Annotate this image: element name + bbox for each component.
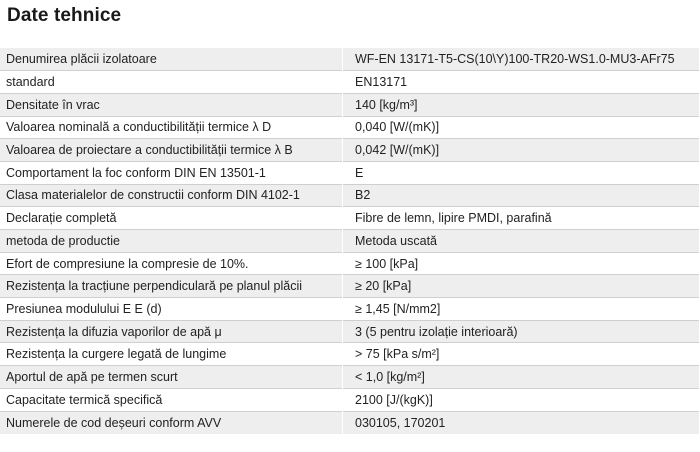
table-row [0,230,699,253]
table-row [0,252,699,275]
table-row [0,48,699,71]
table-row [0,298,699,321]
table-row [0,116,699,139]
table-row [0,71,699,94]
row-value: WF-EN 13171-T5-CS(10\Y)100-TR20-WS1.0-MU3-AFr75 [343,48,700,71]
row-value: EN13171 [343,71,700,94]
row-value: 030105, 170201 [343,411,700,434]
table-row [0,366,699,389]
row-value: ≥ 1,45 [N/mm2] [343,298,700,321]
row-label: Efort de compresiune la compresie de 10%. [0,252,343,275]
row-value: ≥ 100 [kPa] [343,252,700,275]
row-label: Comportament la foc conform DIN EN 13501-1 [0,161,343,184]
row-label: Densitate în vrac [0,93,343,116]
row-label: Denumirea plăcii izolatoare [0,48,343,71]
row-value: 3 (5 pentru izolație interioară) [343,320,700,343]
table-row [0,411,699,434]
row-value: E [343,161,700,184]
table-row [0,343,699,366]
specs-table [0,48,699,434]
row-value: 2100 [J/(kgK)] [343,388,700,411]
row-label: standard [0,71,343,94]
table-row [0,275,699,298]
row-label: Rezistența la curgere legată de lungime [0,343,343,366]
row-label: metoda de productie [0,230,343,253]
row-label: Rezistența la tracțiune perpendiculară pe planul plăcii [0,275,343,298]
row-value: Fibre de lemn, lipire PMDI, parafină [343,207,700,230]
row-value: ≥ 20 [kPa] [343,275,700,298]
row-value: 140 [kg/m³] [343,93,700,116]
row-label: Clasa materialelor de constructii conform DIN 4102-1 [0,184,343,207]
table-row [0,161,699,184]
row-label: Aportul de apă pe termen scurt [0,366,343,389]
row-value: 0,040 [W/(mK)] [343,116,700,139]
table-row [0,139,699,162]
table-row [0,207,699,230]
row-label: Valoarea de proiectare a conductibilității termice λ B [0,139,343,162]
table-row [0,320,699,343]
table-row [0,388,699,411]
row-label: Capacitate termică specifică [0,388,343,411]
row-value: B2 [343,184,700,207]
row-label: Rezistența la difuzia vaporilor de apă μ [0,320,343,343]
row-value: > 75 [kPa s/m²] [343,343,700,366]
table-row [0,93,699,116]
row-value: 0,042 [W/(mK)] [343,139,700,162]
row-value: Metoda uscată [343,230,700,253]
page-title: Date tehnice [7,5,122,26]
row-label: Valoarea nominală a conductibilității termice λ D [0,116,343,139]
row-value: < 1,0 [kg/m²] [343,366,700,389]
row-label: Presiunea modulului E E (d) [0,298,343,321]
row-label: Declarație completă [0,207,343,230]
table-row [0,184,699,207]
row-label: Numerele de cod deșeuri conform AVV [0,411,343,434]
